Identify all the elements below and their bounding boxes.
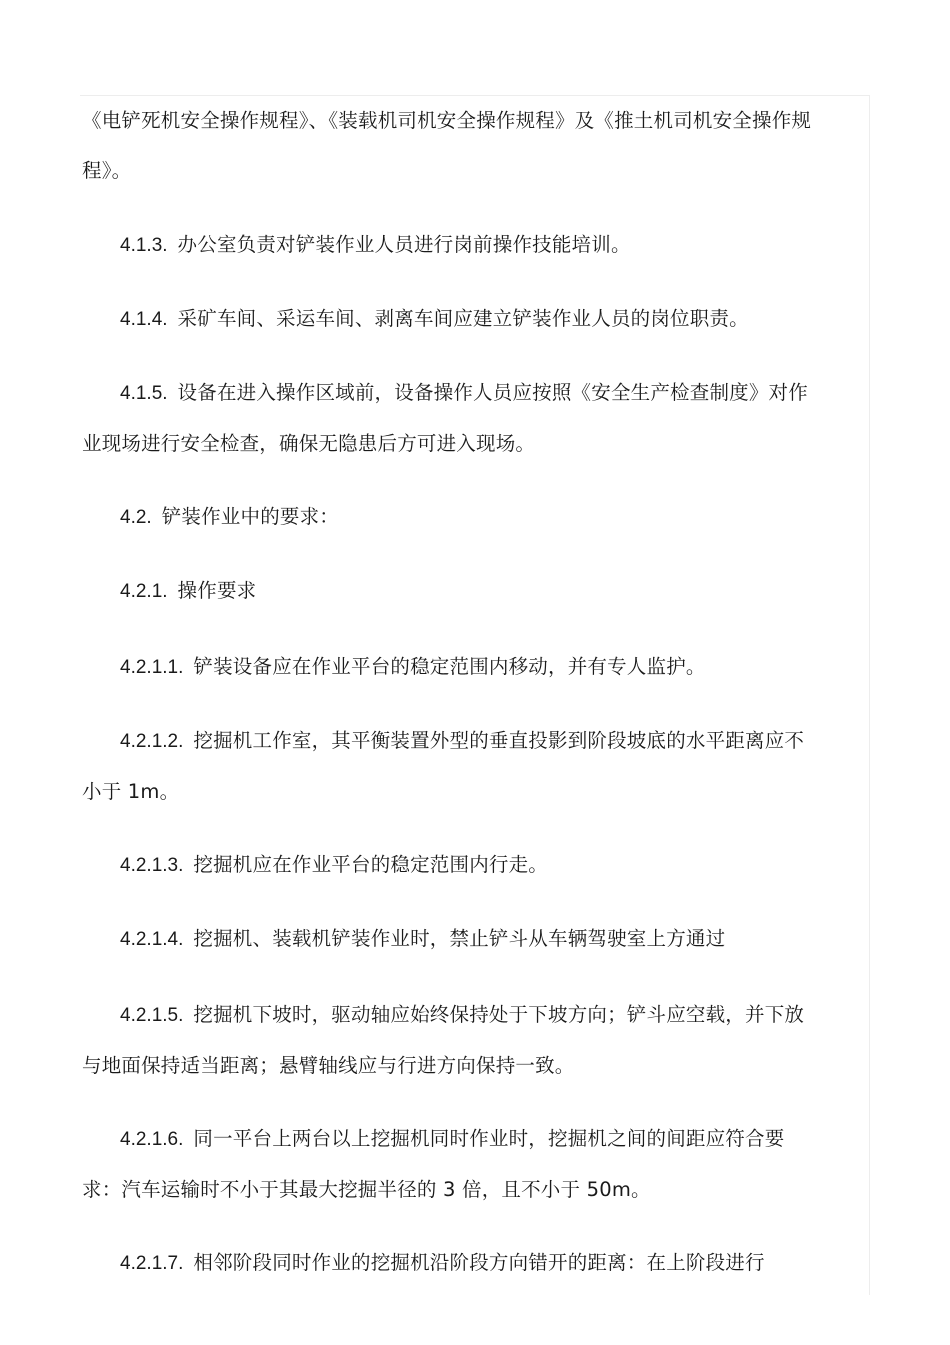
section-number: 4.2.1.6.	[120, 1129, 184, 1150]
paragraph-4-2-1-7	[82, 1238, 822, 1289]
paragraph-4-1-5	[82, 368, 822, 469]
section-number: 4.2.1.7.	[120, 1253, 184, 1274]
section-number: 4.2.	[120, 507, 152, 528]
paragraph-4-2-1-2	[82, 716, 822, 817]
section-number: 4.1.5.	[120, 383, 168, 404]
section-number: 4.2.1.	[120, 581, 168, 602]
paragraph-4-2	[82, 492, 822, 543]
section-number: 4.2.1.4.	[120, 929, 184, 950]
paragraph-text: 同一平台上两台以上挖掘机同时作业时，挖掘机之间的间距应符合要求：汽车运输时不小于其最大挖掘半径的 3 倍，且不小于 50m。	[82, 1127, 785, 1201]
paragraph-text: 挖掘机应在作业平台的稳定范围内行走。	[193, 853, 548, 876]
paragraph-text: 《电铲死机安全操作规程》、《装载机司机安全操作规程》及《推土机司机安全操作规程》。	[82, 109, 812, 182]
section-number: 4.2.1.2.	[120, 731, 184, 752]
paragraph-4-2-1-5	[82, 990, 822, 1091]
paragraph-4-2-1	[82, 566, 822, 617]
section-number: 4.2.1.5.	[120, 1005, 184, 1026]
paragraph-4-1-3	[82, 220, 822, 271]
paragraph-text: 设备在进入操作区域前，设备操作人员应按照《安全生产检查制度》对作业现场进行安全检查，确保无隐患后方可进入现场。	[82, 381, 808, 455]
paragraph-text: 铲装作业中的要求：	[161, 505, 340, 528]
paragraph-text: 挖掘机工作室，其平衡装置外型的垂直投影到阶段坡底的水平距离应不小于 1m。	[82, 729, 805, 803]
paragraph-4-2-1-3	[82, 840, 822, 891]
paragraph-4-1-4	[82, 294, 822, 345]
paragraph-text: 相邻阶段同时作业的挖掘机沿阶段方向错开的距离：在上阶段进行	[193, 1251, 765, 1274]
section-number: 4.2.1.3.	[120, 855, 184, 876]
section-number: 4.2.1.1.	[120, 657, 184, 678]
paragraph-text: 办公室负责对铲装作业人员进行岗前操作技能培训。	[177, 233, 631, 256]
paragraph-4-2-1-4	[82, 914, 822, 965]
paragraph-text: 挖掘机、装载机铲装作业时，禁止铲斗从车辆驾驶室上方通过	[193, 927, 726, 950]
paragraph-text: 铲装设备应在作业平台的稳定范围内移动，并有专人监护。	[193, 655, 706, 678]
paragraph-4-2-1-1	[82, 642, 822, 693]
paragraph-text: 操作要求	[177, 579, 257, 602]
paragraph-text: 挖掘机下坡时，驱动轴应始终保持处于下坡方向；铲斗应空载，并下放与地面保持适当距离；悬臂轴线应与行进方向保持一致。	[82, 1003, 805, 1077]
paragraph-4-2-1-6	[82, 1114, 822, 1215]
section-number: 4.1.3.	[120, 235, 168, 256]
paragraph-continuation	[82, 96, 822, 196]
paragraph-text: 采矿车间、采运车间、剥离车间应建立铲装作业人员的岗位职责。	[177, 307, 749, 330]
section-number: 4.1.4.	[120, 309, 168, 330]
